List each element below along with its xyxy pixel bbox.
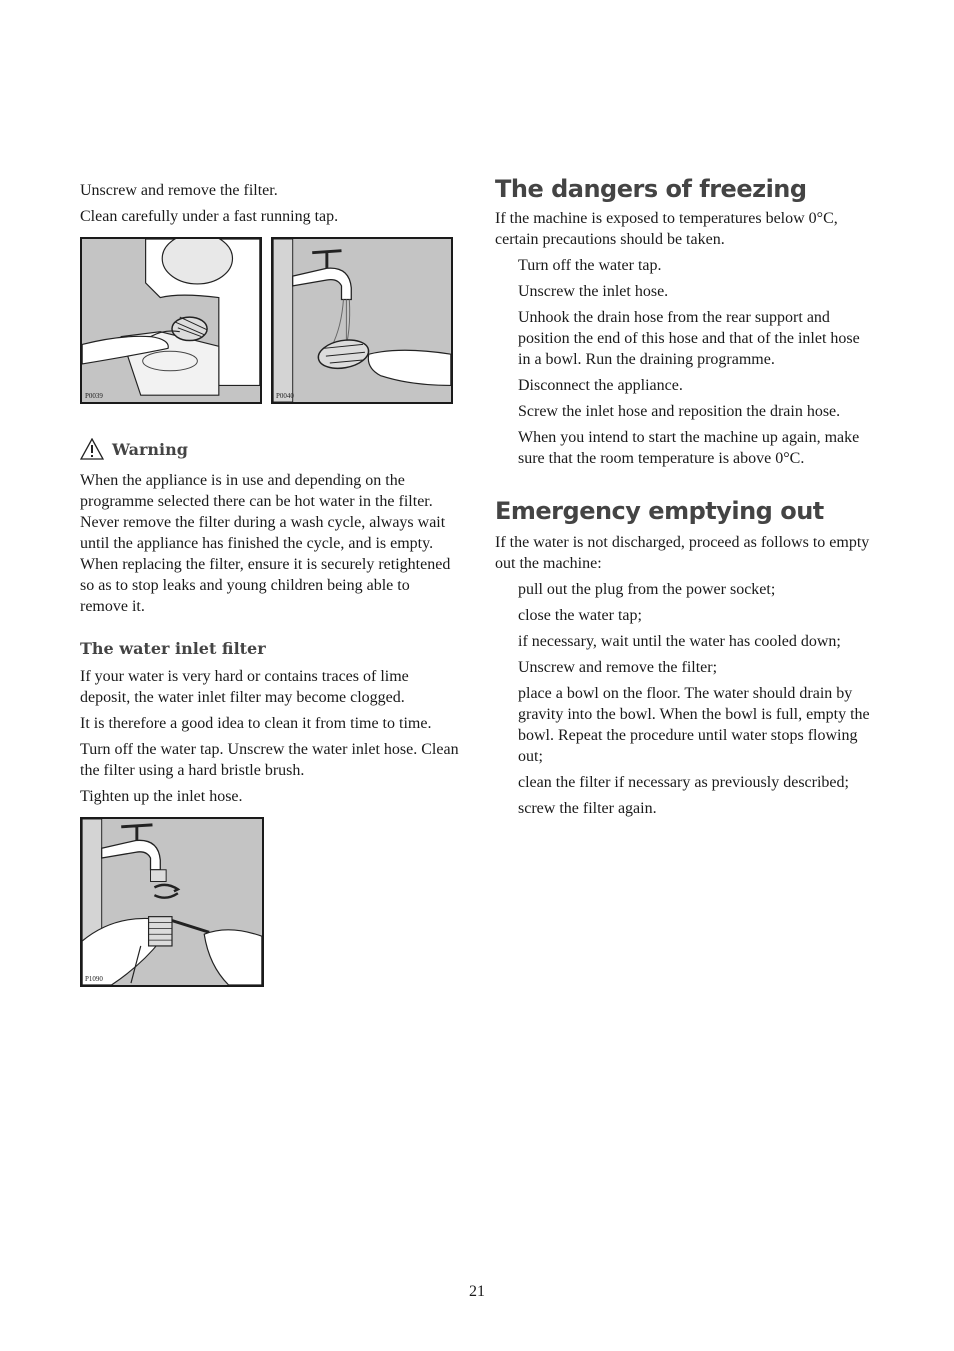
intro-line-1: Unscrew and remove the filter.	[80, 182, 278, 199]
warning-heading	[80, 438, 460, 460]
inlet-paragraph: It is therefore a good idea to clean it from time to time.	[80, 715, 432, 732]
tap-cleaning-illustration	[273, 239, 451, 402]
emergency-heading: Emergency emptying out	[495, 497, 824, 525]
inlet-filter-heading: The water inlet filter	[80, 639, 266, 658]
emergency-step: pull out the plug from the power socket;	[518, 581, 776, 598]
figure-clean-under-tap	[271, 237, 453, 404]
inlet-filter-illustration	[82, 819, 262, 985]
inlet-paragraph: If your water is very hard or contains traces of lime deposit, the water inlet filter may become clogged.	[80, 668, 409, 706]
intro-line-2: Clean carefully under a fast running tap.	[80, 208, 339, 225]
page-number: 21	[469, 1283, 485, 1300]
figure-inlet-filter	[80, 817, 264, 987]
figure-code: P0040	[276, 392, 294, 400]
emergency-step: clean the filter if necessary as previously described;	[518, 774, 849, 791]
figure-code: P1090	[85, 975, 103, 983]
emergency-step: if necessary, wait until the water has cooled down;	[518, 633, 841, 650]
right-column	[495, 172, 875, 819]
remove-filter-illustration	[82, 239, 260, 402]
inlet-paragraph: Tighten up the inlet hose.	[80, 788, 243, 805]
warning-text: When the appliance is in use and depending on the programme selected there can be hot water in the filter. Never remove the filter during a wash cycle, always wait until the appliance has finished the cycle, and is empty. When replacing the filter, ensure it is securely retightened so as to stop leaks and young children being able to remove it.	[80, 472, 451, 615]
warning-title: Warning	[112, 439, 188, 459]
inlet-figure-wrap	[80, 817, 460, 987]
filter-figures	[80, 237, 460, 404]
emergency-intro: If the water is not discharged, proceed as follows to empty out the machine:	[495, 534, 870, 572]
freezing-step: Unhook the drain hose from the rear support and position the end of this hose and that of the inlet hose in a bowl. Run the draining programme.	[518, 309, 860, 368]
emergency-step: Unscrew and remove the filter;	[518, 659, 718, 676]
freezing-step: Turn off the water tap.	[518, 257, 662, 274]
freezing-heading: The dangers of freezing	[495, 175, 807, 203]
freezing-step: When you intend to start the machine up again, make sure that the room temperature is above 0°C.	[518, 429, 860, 467]
freezing-step: Unscrew the inlet hose.	[518, 283, 669, 300]
emergency-step: screw the filter again.	[518, 800, 657, 817]
figure-remove-filter	[80, 237, 262, 404]
emergency-step: place a bowl on the floor. The water should drain by gravity into the bowl. When the bowl is full, empty the bowl. Repeat the procedure until water stops flowing out;	[518, 685, 870, 765]
freezing-step: Screw the inlet hose and reposition the drain hose.	[518, 403, 841, 420]
freezing-step: Disconnect the appliance.	[518, 377, 683, 394]
figure-code: P0039	[85, 392, 103, 400]
emergency-step: close the water tap;	[518, 607, 642, 624]
freezing-intro: If the machine is exposed to temperatures below 0°C, certain precautions should be taken.	[495, 210, 838, 248]
inlet-paragraph: Turn off the water tap. Unscrew the water inlet hose. Clean the filter using a hard bristle brush.	[80, 741, 459, 779]
left-column	[80, 180, 460, 987]
warning-triangle-icon	[80, 438, 104, 460]
